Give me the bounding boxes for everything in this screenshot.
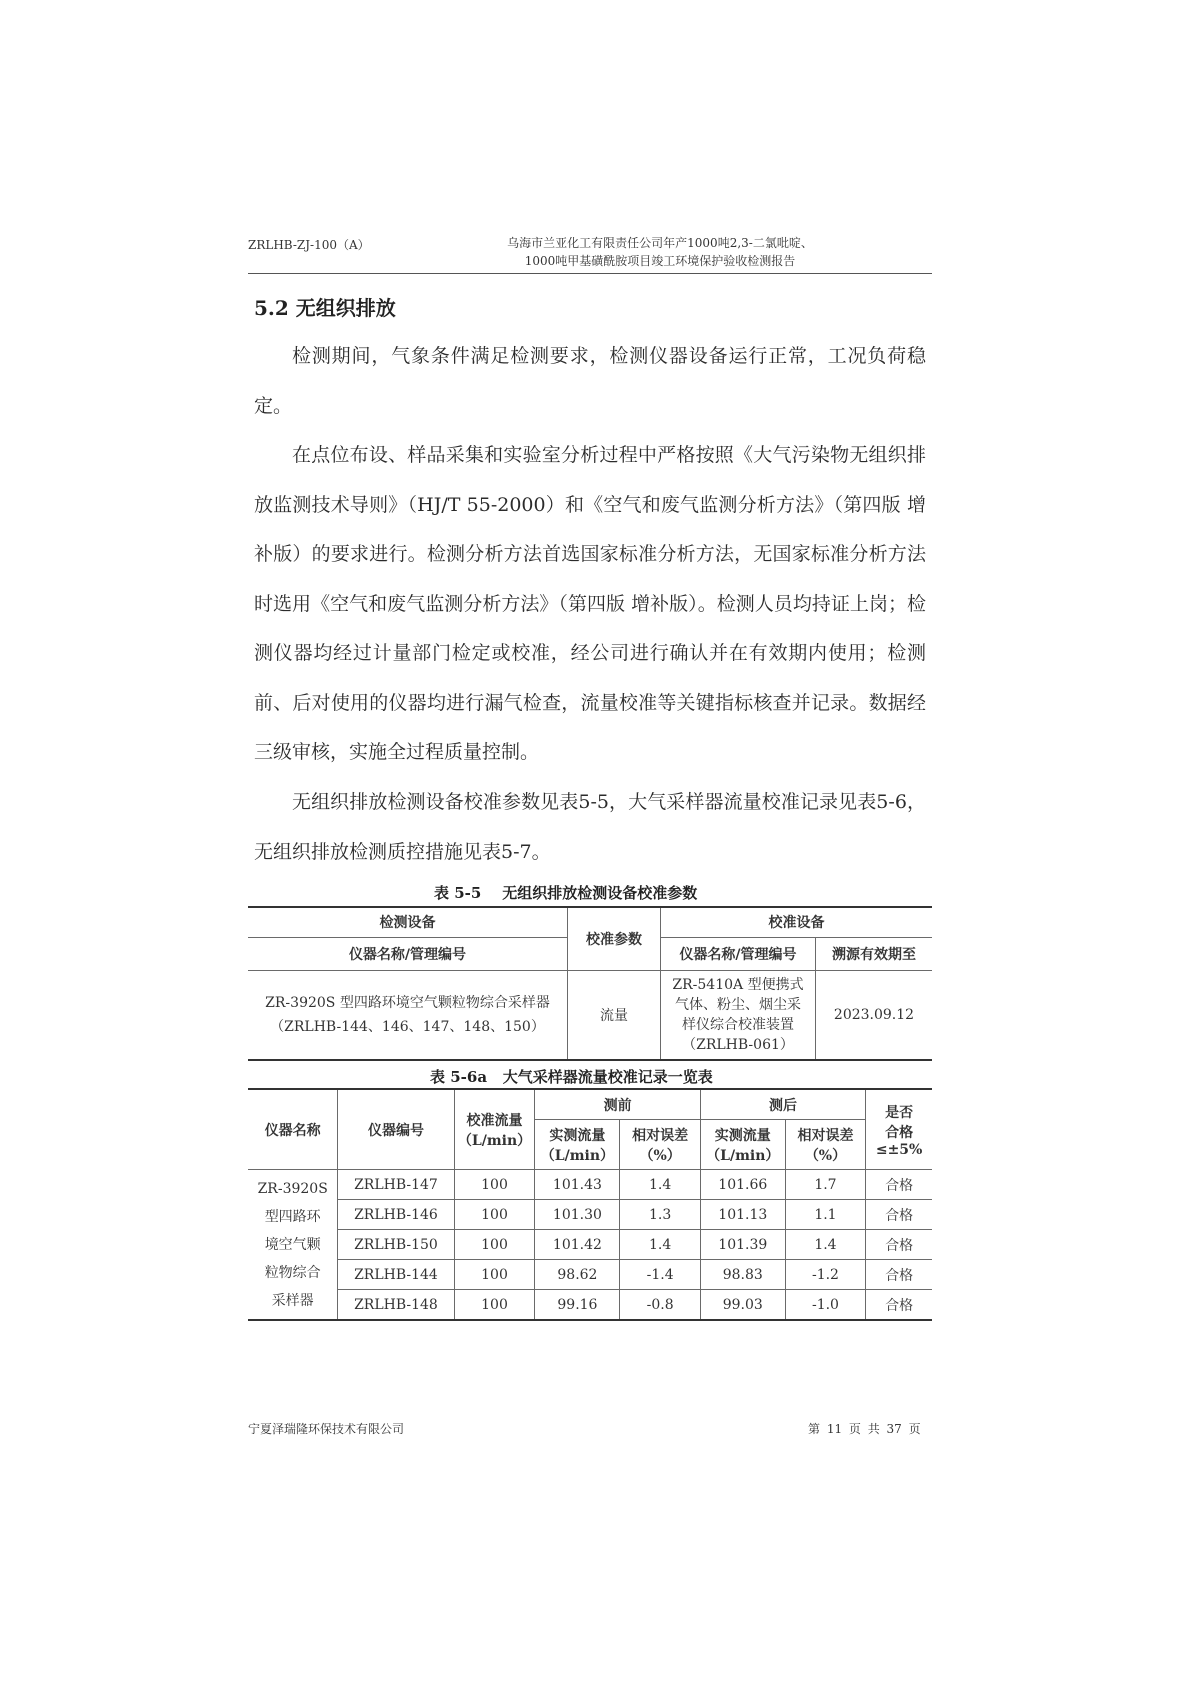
report-title-line-1: 乌海市兰亚化工有限责任公司年产1000吨2,3-二氯吡啶、 xyxy=(507,236,813,250)
report-title xyxy=(420,234,900,270)
table-cell: 合格 xyxy=(866,1200,932,1230)
table-cell: 1.4 xyxy=(620,1170,700,1200)
table-caption: 表 5-6a 大气采样器流量校准记录一览表 xyxy=(430,1068,713,1086)
paragraph: 检测期间，气象条件满足检测要求，检测仪器设备运行正常，工况负荷稳定。 xyxy=(254,345,926,417)
page-number: 第 11 页 共 37 页 xyxy=(808,1422,921,1436)
table-cell: 101.13 xyxy=(700,1200,785,1230)
table-cell: 合格 xyxy=(866,1260,932,1290)
table-cell: ZRLHB-148 xyxy=(338,1290,454,1321)
paragraph: 在点位布设、样品采集和实验室分析过程中严格按照《大气污染物无组织排放监测技术导则》（HJ/T 55-2000）和《空气和废气监测分析方法》（第四版 增补版）的要求进行。检测分析方法首选国家标准分析方法，无国家标准分析方法时选用《空气和废气监测分析方法》（第四版 增补版）。检测人员均持证上岗；检测仪器均经过计量部门检定或校准，经公司进行确认并在有效期内使用；检测前、后对使用的仪器均进行漏气检查，流量校准等关键指标核查并记录。数据经三级审核，实施全过程质量控制。 xyxy=(254,444,926,763)
table-cell: 100 xyxy=(454,1260,535,1290)
column-header: 溯源有效期至 xyxy=(816,937,933,970)
column-header: 测前 xyxy=(535,1089,700,1120)
column-header: 校准参数 xyxy=(568,907,661,970)
column-header: 校准流量 （L/min） xyxy=(454,1089,535,1170)
table-caption: 表 5-5 无组织排放检测设备校准参数 xyxy=(434,884,698,902)
table-cell: -1.2 xyxy=(785,1260,865,1290)
column-header: 相对误差 （%） xyxy=(785,1120,865,1170)
table-cell: 99.03 xyxy=(700,1290,785,1321)
table-cell: ZR-5410A 型便携式 气体、粉尘、烟尘采 样仪综合校准装置 （ZRLHB-061） xyxy=(661,970,816,1060)
table-cell: 2023.09.12 xyxy=(816,970,933,1060)
table-cell: ZRLHB-144 xyxy=(338,1260,454,1290)
column-header: 相对误差 （%） xyxy=(620,1120,700,1170)
table-cell: 100 xyxy=(454,1230,535,1260)
table-cell: 101.39 xyxy=(700,1230,785,1260)
table-cell: ZR-3920S 型四路环境空气颗粒物综合采样器 （ZRLHB-144、146、147、148、150） xyxy=(248,970,568,1060)
footer-company: 宁夏泽瑞隆环保技术有限公司 xyxy=(248,1422,405,1436)
table-cell: 合格 xyxy=(866,1170,932,1200)
table-cell: ZRLHB-150 xyxy=(338,1230,454,1260)
table-cell: 1.3 xyxy=(620,1200,700,1230)
table-cell: -1.4 xyxy=(620,1260,700,1290)
paragraph: 无组织排放检测设备校准参数见表5-5，大气采样器流量校准记录见表5-6，无组织排放检测质控措施见表5-7。 xyxy=(254,791,926,863)
table-cell: ZRLHB-146 xyxy=(338,1200,454,1230)
column-header: 仪器名称/管理编号 xyxy=(661,937,816,970)
table-cell: ZRLHB-147 xyxy=(338,1170,454,1200)
table-row xyxy=(248,970,932,1060)
table-row xyxy=(248,1290,932,1321)
table-cell: -0.8 xyxy=(620,1290,700,1321)
table-cell: 100 xyxy=(454,1290,535,1321)
table-cell: 1.4 xyxy=(785,1230,865,1260)
table-cell: 98.62 xyxy=(535,1260,620,1290)
table-cell: 1.7 xyxy=(785,1170,865,1200)
instrument-name-cell: ZR-3920S 型四路环 境空气颗 粒物综合 采样器 xyxy=(248,1170,338,1321)
table-cell: 合格 xyxy=(866,1290,932,1321)
column-header: 测后 xyxy=(700,1089,865,1120)
table-row xyxy=(248,1230,932,1260)
column-header: 校准设备 xyxy=(661,907,933,937)
table-cell: 100 xyxy=(454,1170,535,1200)
table-cell: 101.42 xyxy=(535,1230,620,1260)
table-cell: -1.0 xyxy=(785,1290,865,1321)
table-cell: 合格 xyxy=(866,1230,932,1260)
table-cell: 101.43 xyxy=(535,1170,620,1200)
table-cell: 流量 xyxy=(568,970,661,1060)
table-cell: 99.16 xyxy=(535,1290,620,1321)
column-header: 实测流量 （L/min） xyxy=(535,1120,620,1170)
table-cell: 98.83 xyxy=(700,1260,785,1290)
table-cell: 101.30 xyxy=(535,1200,620,1230)
column-header: 实测流量 （L/min） xyxy=(700,1120,785,1170)
calibration-parameter-table xyxy=(248,906,932,1061)
document-code: ZRLHB-ZJ-100（A） xyxy=(248,238,370,252)
column-header: 仪器编号 xyxy=(338,1089,454,1170)
column-header: 是否 合格 ≤±5% xyxy=(866,1089,932,1170)
column-header: 仪器名称/管理编号 xyxy=(248,937,568,970)
flow-calibration-table xyxy=(248,1088,932,1321)
table-row xyxy=(248,1200,932,1230)
column-header: 检测设备 xyxy=(248,907,568,937)
report-title-line-2: 1000吨甲基磺酰胺项目竣工环境保护验收检测报告 xyxy=(524,254,796,268)
table-cell: 101.66 xyxy=(700,1170,785,1200)
table-cell: 100 xyxy=(454,1200,535,1230)
table-cell: 1.4 xyxy=(620,1230,700,1260)
section-heading: 5.2 无组织排放 xyxy=(254,296,396,320)
table-row xyxy=(248,1260,932,1290)
table-cell: 1.1 xyxy=(785,1200,865,1230)
column-header: 仪器名称 xyxy=(248,1089,338,1170)
header-divider xyxy=(248,273,932,274)
table-row xyxy=(248,1170,932,1200)
